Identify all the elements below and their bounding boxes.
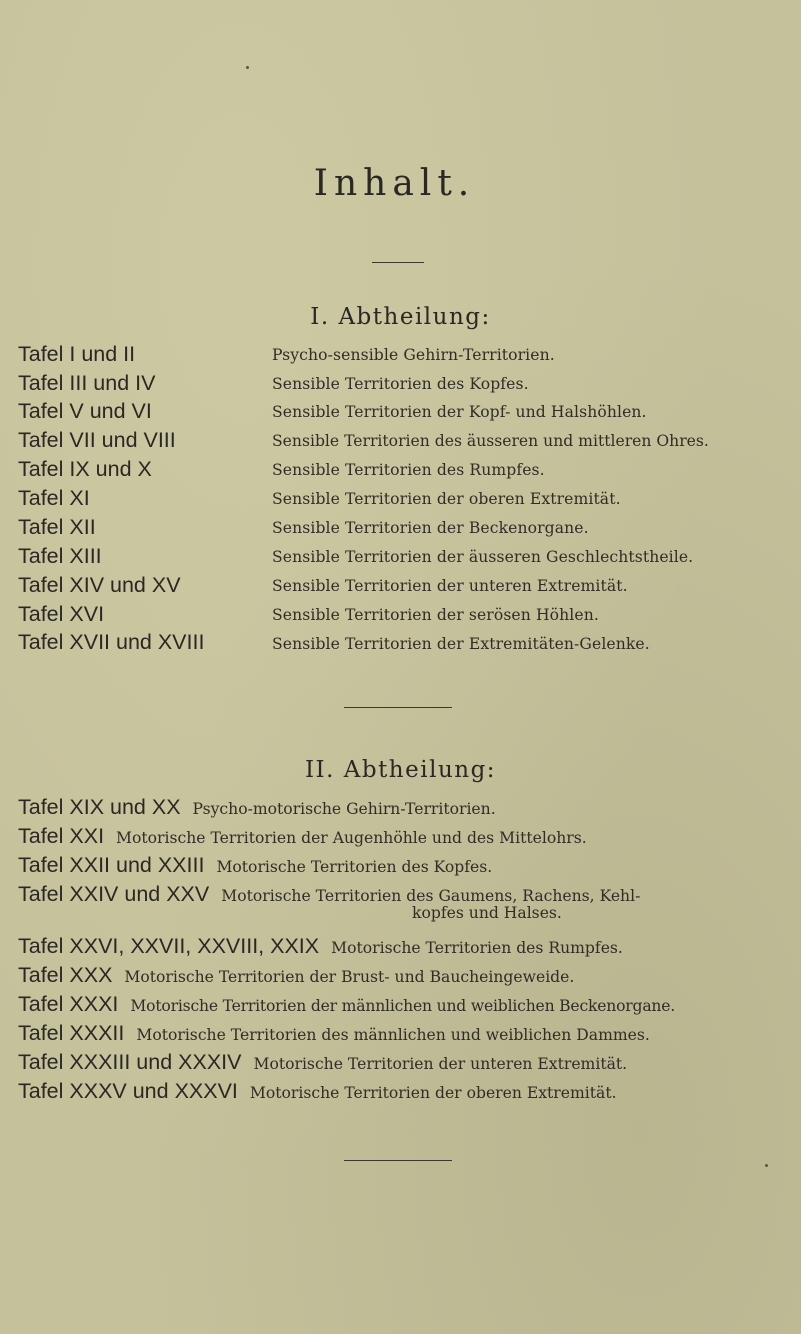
plate-label: Tafel XXI [18, 824, 105, 848]
toc-entry [18, 517, 96, 539]
plate-label: Tafel XIII [18, 544, 102, 568]
plate-label: Tafel XXVI, XXVII, XXVIII, XXIX [18, 934, 320, 958]
plate-label: Tafel XIV und XV [18, 573, 181, 597]
plate-label: Tafel XXX [18, 963, 113, 987]
toc-entry [18, 965, 790, 987]
toc-entry [18, 488, 90, 510]
paper-speck [246, 66, 249, 69]
plate-description: Sensible Territorien der serösen Höhlen. [272, 606, 599, 624]
plate-description: Motorische Territorien der Brust- und Baucheingeweide. [124, 968, 575, 986]
section-2-heading: II. Abtheilung: [304, 757, 497, 783]
toc-entry [18, 884, 790, 906]
paper-speck [765, 1164, 768, 1167]
toc-entry [18, 575, 181, 597]
plate-description: Motorische Territorien der oberen Extremität. [249, 1084, 617, 1102]
toc-entry [18, 855, 790, 877]
plate-label: Tafel XXXII [18, 1021, 125, 1045]
plate-description: Motorische Territorien des Rumpfes. [331, 939, 623, 957]
toc-entry [18, 373, 155, 395]
toc-entry [18, 546, 102, 568]
plate-description: Sensible Territorien der oberen Extremität. [272, 490, 621, 508]
toc-entry [18, 401, 152, 423]
plate-description-continuation: kopfes und Halses. [412, 904, 562, 922]
plate-description: Motorische Territorien des Gaumens, Rachens, Kehl- [221, 887, 641, 905]
plate-description: Sensible Territorien der äusseren Geschlechtstheile. [272, 548, 694, 566]
section-1-heading: I. Abtheilung: [310, 304, 491, 330]
plate-label: Tafel XIX und XX [18, 795, 181, 819]
plate-label: Tafel I und II [18, 342, 136, 366]
plate-label: Tafel XXIV und XXV [18, 882, 210, 906]
plate-description: Motorische Territorien der Augenhöhle und des Mittelohrs. [116, 829, 587, 847]
plate-description: Sensible Territorien des Kopfes. [272, 375, 529, 393]
toc-entry [18, 994, 790, 1016]
toc-entry [18, 1081, 790, 1103]
plate-label: Tafel XVII und XVIII [18, 630, 205, 654]
plate-description: Motorische Territorien des männlichen und weiblichen Dammes. [136, 1026, 650, 1044]
bottom-divider [344, 1160, 452, 1161]
plate-description: Sensible Territorien der Kopf- und Halshöhlen. [272, 403, 647, 421]
plate-description: Sensible Territorien des Rumpfes. [272, 461, 545, 479]
plate-label: Tafel XXII und XXIII [18, 853, 205, 877]
plate-label: Tafel XXXI [18, 992, 119, 1016]
plate-label: Tafel VII und VIII [18, 428, 176, 452]
toc-entry [18, 797, 790, 819]
toc-entry [18, 430, 176, 452]
plate-label: Tafel V und VI [18, 399, 152, 423]
plate-label: Tafel IX und X [18, 457, 152, 481]
plate-description: Psycho-motorische Gehirn-Territorien. [192, 800, 496, 818]
toc-entry [18, 936, 790, 958]
toc-entry [18, 459, 152, 481]
plate-label: Tafel XI [18, 486, 90, 510]
plate-description: Sensible Territorien der Extremitäten-Gelenke. [272, 635, 650, 653]
plate-label: Tafel III und IV [18, 371, 156, 395]
plate-description: Sensible Territorien des äusseren und mittleren Ohres. [272, 432, 709, 450]
toc-entry [18, 826, 790, 848]
toc-entry [18, 344, 135, 366]
page-title: Inhalt. [313, 163, 476, 204]
plate-description: Sensible Territorien der unteren Extremität. [272, 577, 628, 595]
plate-description: Psycho-sensible Gehirn-Territorien. [272, 346, 555, 364]
title-divider [372, 262, 424, 263]
plate-description: Motorische Territorien der unteren Extremität. [253, 1055, 628, 1073]
toc-entry [18, 604, 104, 626]
toc-entry [18, 632, 204, 654]
toc-entry [18, 1023, 790, 1045]
plate-description: Motorische Territorien der männlichen und weiblichen Beckenorgane. [130, 997, 676, 1015]
plate-description: Motorische Territorien des Kopfes. [216, 858, 493, 876]
plate-label: Tafel XXXIII und XXXIV [18, 1050, 242, 1074]
plate-label: Tafel XVI [18, 602, 105, 626]
plate-label: Tafel XXXV und XXXVI [18, 1079, 238, 1103]
plate-label: Tafel XII [18, 515, 96, 539]
section-divider [344, 707, 452, 708]
plate-description: Sensible Territorien der Beckenorgane. [272, 519, 589, 537]
toc-entry [18, 1052, 790, 1074]
